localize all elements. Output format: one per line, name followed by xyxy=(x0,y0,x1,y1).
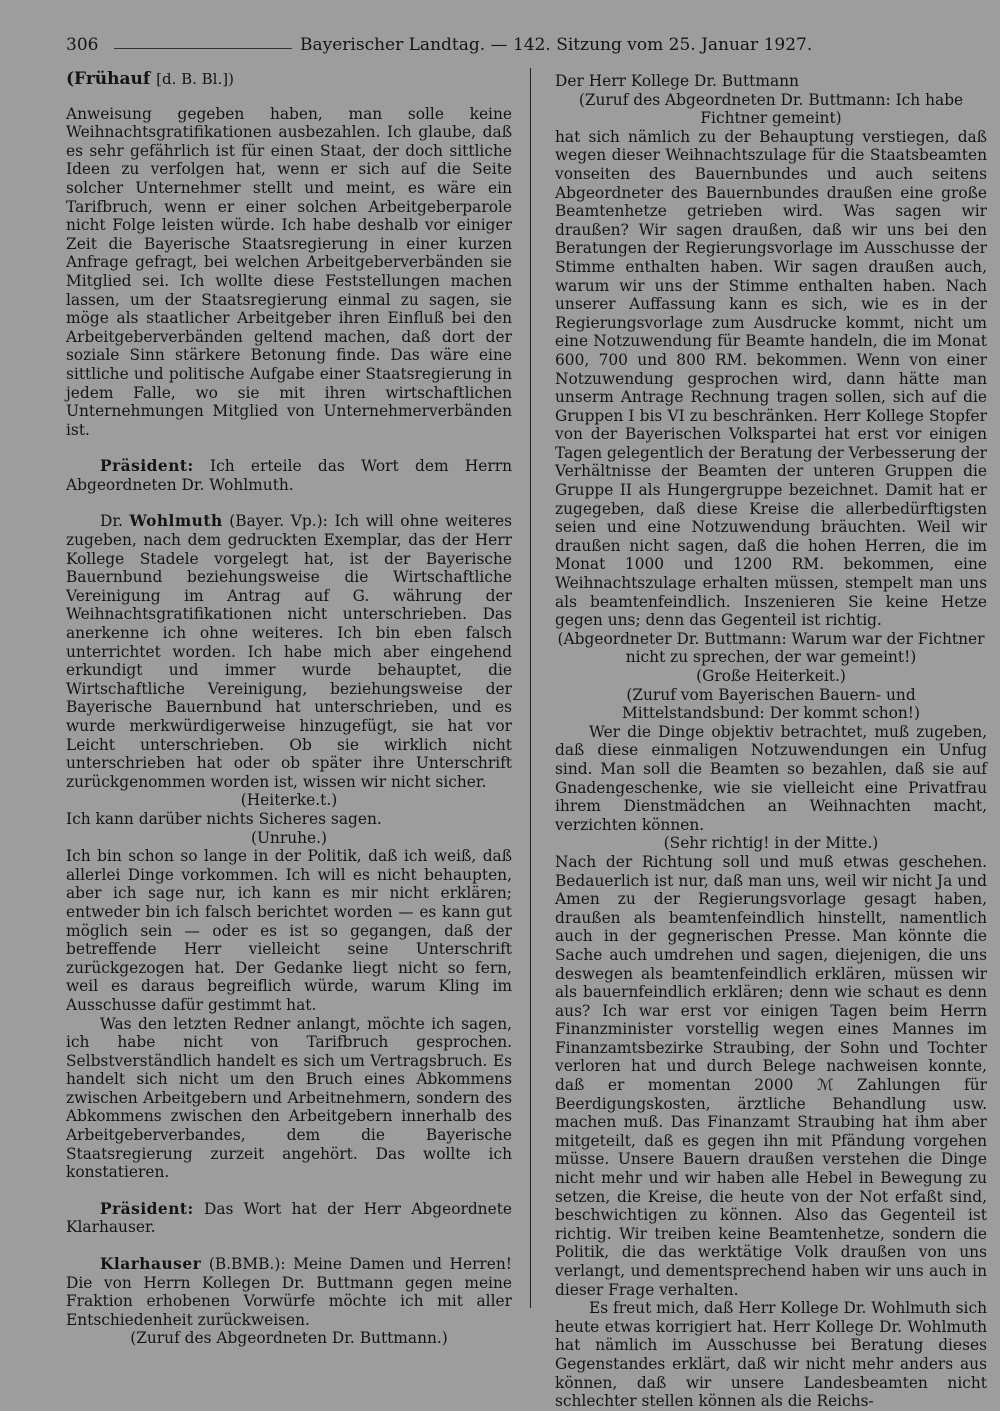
column-divider xyxy=(530,68,531,1308)
interjection: (Unruhe.) xyxy=(250,828,328,847)
paragraph: Dr. Wohlmuth (Bayer. Vp.): Ich will ohne weiteres zugeben, nach dem gedruckten Exemplar, das der Herr Kollege Stadele vorgelegt hat, ist der Bayerische Bauernbund beziehungsweise die Wirtschaftliche Vereinigung im Antrag auf G. währung der Weihnachtsgratifikationen nicht unterschrieben. Das anerkenne ich ohne weiteres. Ich bin eben falsch unterrichtet worden. Ich habe mich aber eingehend erkundigt und immer wurde behauptet, die Wirtschaftliche Vereinigung, beziehungsweise der Bayerische Bauernbund hat unterschrieben, und es wurde merkwürdigerweise hinzugefügt, sie hat vor Leicht unterschrieben. Ob sie wirklich nicht unterschrieben hat oder ob später ihre Unterschrift zurückgenommen worden ist, wissen wir nicht sicher. xyxy=(66,512,512,791)
interjection: (Heiterke.t.) xyxy=(240,791,338,810)
paragraph: hat sich nämlich zu der Behauptung verstiegen, daß wegen dieser Weihnachtszulage für die Staatsbeamten vonseiten des Bauernbundes und auch seitens Abgeordneter des Bauernbundes draußen eine große Beamtenhetze getrieben wird. Was sagen wir draußen? Wir sagen draußen, daß wir uns bei den Beratungen der Regierungsvorlage im Ausschusse der Stimme enthalten haben. Wir sagen draußen auch, warum wir uns der Stimme enthalten haben. Nach unserer Auffassung kann es sich, wie es in der Regierungsvorlage zum Ausdrucke kommt, nicht um eine Notzuwendung für Beamte handeln, die im Monat 600, 700 und 800 RM. bekommen. Wenn von einer Notzuwendung gesprochen wird, dann hätte man unserm Antrage Rechnung tragen sollen, sich auf die Gruppen I bis VI zu beschränken. Herr Kollege Stopfer von der Bayerischen Volkspartei hat erst vor einigen Tagen gelegentlich der Beratung der Verbesserung der Verhältnisse der Beamten der unteren Gruppen die Gruppe II als Hungergruppe bezeichnet. Damit hat er zugegeben, daß diese Kreise die allerbedürftigsten seien und eine Notzuwendung bräuchten. Weil wir draußen nicht sagen, daß die hohen Herren, die im Monat 1000 und 1200 RM. bekommen, eine Weihnachtszulage erhalten müssen, stempelt man uns als beamtenfeindlich. Inszenieren Sie keine Hetze gegen uns; denn das Gegenteil ist richtig. xyxy=(555,127,987,630)
paragraph: Präsident: Das Wort hat der Herr Abgeordnete Klarhauser. xyxy=(66,1199,512,1237)
speaker-name: Klarhauser xyxy=(100,1255,202,1274)
interjection: (Zuruf des Abgeordneten Dr. Buttmann: Ich habe Fichtner gemeint) xyxy=(578,90,964,128)
right-column xyxy=(555,72,987,1411)
paragraph: Der Herr Kollege Dr. Buttmann xyxy=(555,72,799,90)
interjection: (Sehr richtig! in der Mitte.) xyxy=(663,834,879,853)
paragraph: Klarhauser (B.BMB.): Meine Damen und Herren! Die von Herrn Kollegen Dr. Buttmann gegen meine Fraktion erhobenen Vorwürfe möchte ich mit aller Entschiedenheit zurückweisen. xyxy=(66,1255,512,1329)
paragraph: Wer die Dinge objektiv betrachtet, muß zugeben, daß diese einmaligen Notzuwendungen ein Unfug sind. Man soll die Beamten so bezahlen, daß sie auf Gnadengeschenke, wie sie vielleicht eine Privatfrau ihrem Dienstmädchen an Weihnachten macht, verzichten können. xyxy=(555,722,987,834)
interjection: (Zuruf vom Bayerischen Bauern- und Mittelstandsbund: Der kommt schon!) xyxy=(622,685,920,723)
header-title: Bayerischer Landtag. — 142. Sitzung vom 25. Januar 1927. xyxy=(300,35,813,55)
paragraph: Nach der Richtung soll und muß etwas geschehen. Bedauerlich ist nur, daß man uns, weil wir nicht Ja und Amen zu der Regierungsvorlage gesagt haben, draußen als beamtenfeindlich hinstellt, namentlich auch in der gegnerischen Presse. Man könnte die Sache auch umdrehen und sagen, diejenigen, die uns deswegen als beamtenfeindlich erklären, müssen wir als bauernfeindlich erklären; denn wie schaut es denn aus? Ich war erst vor einigen Tagen beim Herrn Finanzminister vorstellig wegen eines Mannes im Finanzamtsbezirke Straubing, der Sohn und Tochter verloren hat und durch Belege nachweisen konnte, daß er momentan 2000 ℳ Zahlungen für Beerdigungskosten, ärztliche Behandlung usw. machen muß. Das Finanzamt Straubing hat ihm aber mitgeteilt, daß es gegen ihn mit Pfändung vorgehen müsse. Unsere Bauern draußen verstehen die Dinge nicht mehr und wir haben alle Hebel in Bewegung zu setzen, die Kreise, die heute von der Not erfaßt sind, beschwichtigen zu können. Also das Gegenteil ist richtig. Wir treiben keine Beamtenhetze, sondern die Politik, die das werktätige Volk draußen von uns verlangt, und dementsprechend haben wir uns auch in dieser Frage verhalten. xyxy=(555,852,987,1299)
header-rule xyxy=(114,48,292,49)
interjection: (Abgeordneter Dr. Buttmann: Warum war der Fichtner nicht zu sprechen, der war gemeint!) xyxy=(557,629,985,667)
speaker-heading: (Frühauf [d. B. Bl.]) xyxy=(66,69,234,89)
paragraph: Es freut mich, daß Herr Kollege Dr. Wohlmuth sich heute etwas korrigiert hat. Herr Kollege Dr. Wohlmuth hat nämlich im Ausschusse bei Beratung dieses Gegenstandes erklärt, daß wir nicht mehr anders aus können, daß wir unsere Landesbeamten nicht schlechter stellen können als die Reichs- xyxy=(555,1299,988,1411)
speaker-name: Präsident: xyxy=(100,1199,194,1218)
interjection: (Große Heiterkeit.) xyxy=(696,667,846,685)
paragraph: Präsident: Ich erteile das Wort dem Herrn Abgeordneten Dr. Wohlmuth. xyxy=(66,457,512,494)
paragraph: Ich kann darüber nichts Sicheres sagen. xyxy=(66,809,382,828)
interjection: (Zuruf des Abgeordneten Dr. Buttmann.) xyxy=(130,1329,448,1348)
paragraph: Ich bin schon so lange in der Politik, daß ich weiß, daß allerlei Dinge vorkommen. Ich will es nicht behaupten, aber ich sage nur, ich kann es mir nicht erklären; entweder bin ich falsch berichtet worden — es kann gut möglich sein — oder es ist so gegangen, daß der betreffende Herr vielleicht seine Unterschrift zurückgezogen hat. Der Gedanke liegt nicht so fern, weil es daraus begreiflich würde, warum Kling im Ausschusse dafür gestimmt hat. xyxy=(66,847,512,1014)
page-header xyxy=(66,34,996,60)
paragraph: Was den letzten Redner anlangt, möchte ich sagen, ich habe nicht von Tarifbruch gesprochen. Selbstverständlich handelt es sich um Vertragsbruch. Es handelt sich nicht um den Bruch eines Abkommens zwischen Arbeitgebern und Arbeitnehmern, sondern des Abkommens zwischen den Arbeitgebern innerhalb des Arbeitgeberverbandes, dem die Bayerische Staatsregierung zurzeit angehört. Das wollte ich konstatieren. xyxy=(66,1014,512,1182)
page-number: 306 xyxy=(66,35,99,55)
speaker-name: Wohlmuth xyxy=(129,512,223,531)
paragraph: Anweisung gegeben haben, man solle keine Weihnachtsgratifikationen ausbezahlen. Ich glaube, daß es sehr gefährlich ist für einen Staat, der doch sittliche Ideen zu verfolgen hat, wenn er sich auf die Seite solcher Unternehmer stellt und meint, es wäre ein Tarifbruch, wenn er einer solchen Arbeitgeberparole nicht Folge leisten würde. Ich habe deshalb vor einiger Zeit die Bayerische Staatsregierung in einer kurzen Anfrage gefragt, bei welchen Arbeitgeberverbänden sie Mitglied sei. Ich wollte diese Feststellungen machen lassen, um der Staatsregierung einmal zu sagen, sie möge als staatlicher Arbeitgeber ihren Einfluß bei den Arbeitgeberverbänden geltend machen, daß dort der soziale Sinn stärkere Betonung finde. Das wäre eine sittliche und politische Aufgabe einer Staatsregierung in jedem Falle, wo sie mit ihren wirtschaftlichen Unternehmungen Mitglied von Unternehmerverbänden ist. xyxy=(66,104,512,439)
speaker-name: Präsident: xyxy=(100,457,194,476)
left-column xyxy=(66,70,512,1348)
